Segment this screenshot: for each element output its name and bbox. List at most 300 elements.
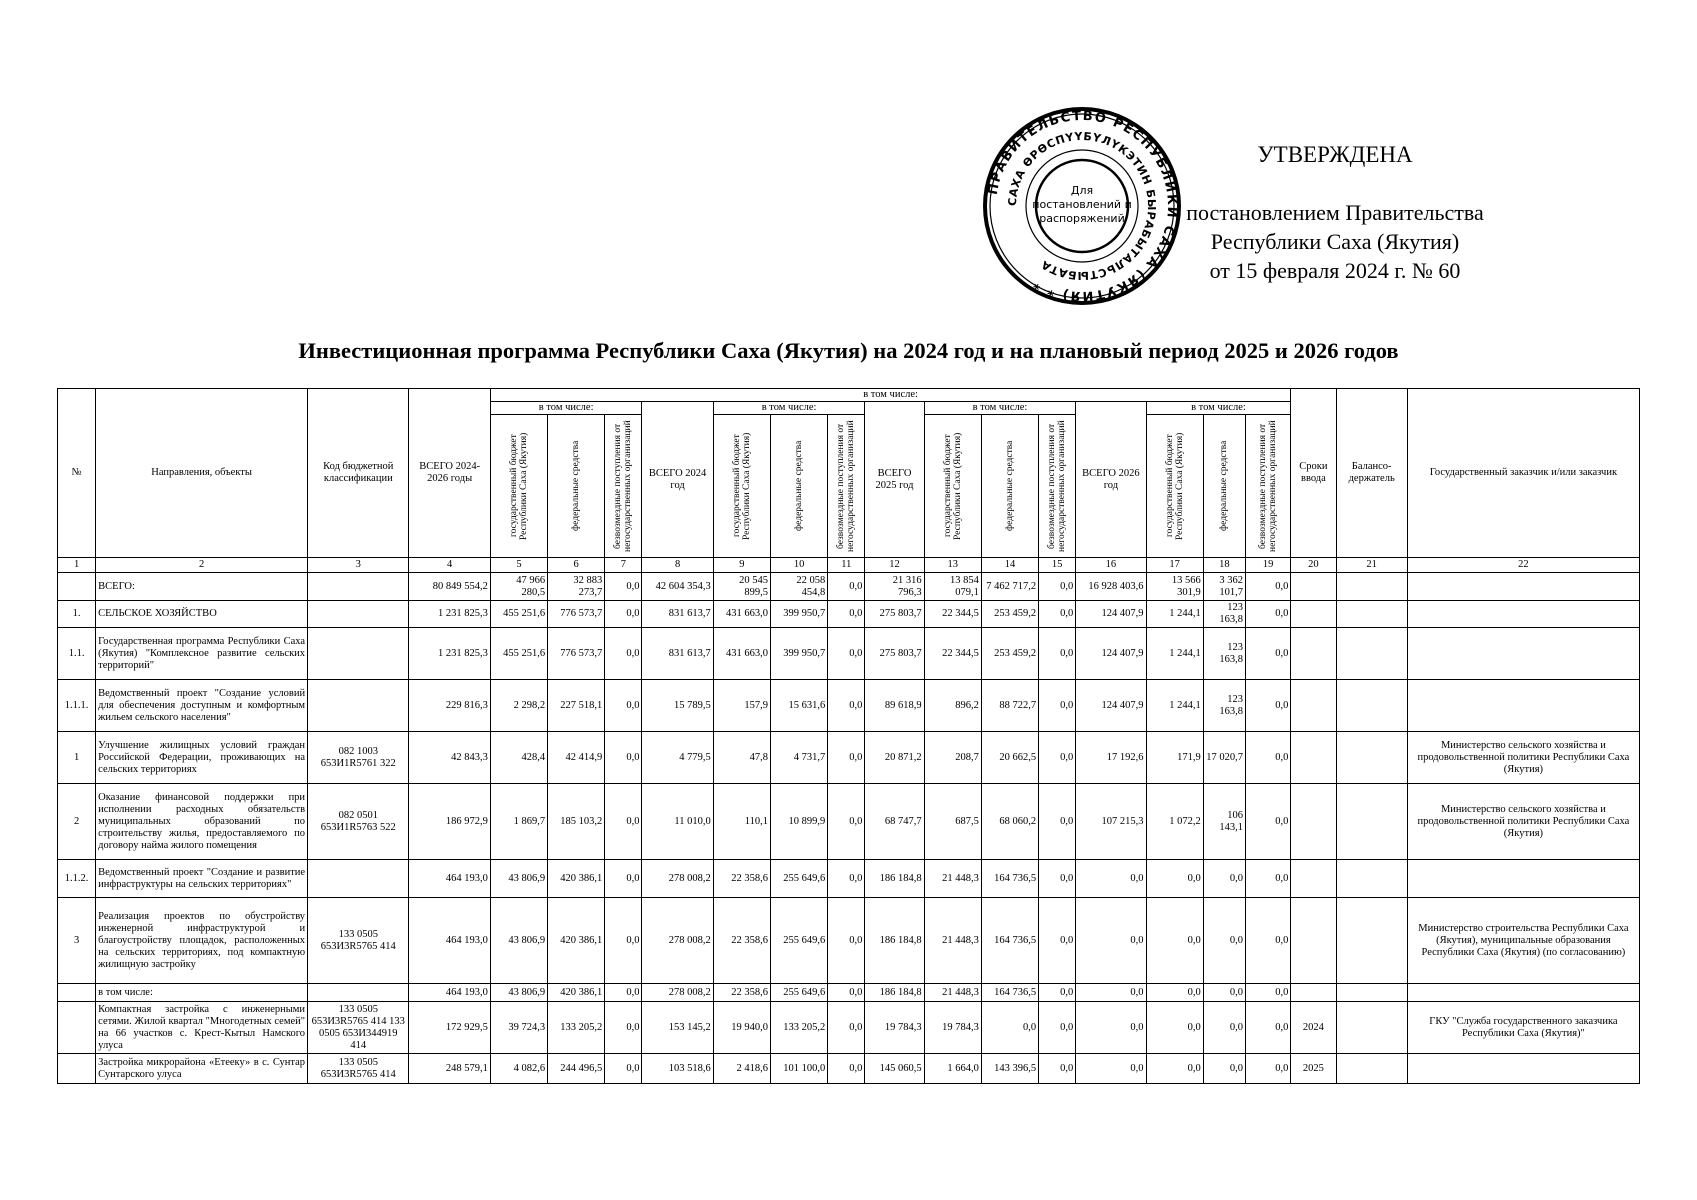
header-state-budget-2025: государственный бюджет Республики Саха (Якутия) xyxy=(924,415,981,558)
row-value-c18: 0,0 xyxy=(1203,1054,1245,1084)
header-total-2026: ВСЕГО 2026 год xyxy=(1076,402,1146,558)
row-term xyxy=(1291,573,1336,601)
row-value-c14: 164 736,5 xyxy=(981,898,1038,984)
row-value-c8: 42 604 354,3 xyxy=(642,573,713,601)
table-row xyxy=(58,732,1640,784)
row-value-c19: 0,0 xyxy=(1245,860,1290,898)
approval-line-3: от 15 февраля 2024 г. № 60 xyxy=(1209,258,1461,283)
header-federal-2026: федеральные средства xyxy=(1203,415,1245,558)
row-value-c5: 43 806,9 xyxy=(490,984,547,1002)
row-value-c16: 0,0 xyxy=(1076,1054,1146,1084)
row-value-c9: 22 358,6 xyxy=(713,860,770,898)
row-value-c5: 1 869,7 xyxy=(490,784,547,860)
row-value-c14: 68 060,2 xyxy=(981,784,1038,860)
table-row xyxy=(58,898,1640,984)
row-value-c14: 253 459,2 xyxy=(981,628,1038,680)
row-value-c5: 4 082,6 xyxy=(490,1054,547,1084)
row-value-c19: 0,0 xyxy=(1245,732,1290,784)
column-number: 6 xyxy=(548,558,605,573)
header-customer: Государственный заказчик и/или заказчик xyxy=(1407,389,1639,558)
column-number: 9 xyxy=(713,558,770,573)
row-value-c17: 0,0 xyxy=(1146,898,1203,984)
row-value-c13: 19 784,3 xyxy=(924,1002,981,1054)
row-value-c9: 2 418,6 xyxy=(713,1054,770,1084)
row-number: 3 xyxy=(58,898,96,984)
row-number xyxy=(58,1054,96,1084)
row-value-c10: 22 058 454,8 xyxy=(770,573,827,601)
row-value-c10: 255 649,6 xyxy=(770,984,827,1002)
row-value-c13: 13 854 079,1 xyxy=(924,573,981,601)
row-value-c15: 0,0 xyxy=(1039,784,1076,860)
row-value-c13: 22 344,5 xyxy=(924,628,981,680)
row-holder xyxy=(1336,984,1407,1002)
row-code xyxy=(308,601,409,628)
row-value-c12: 68 747,7 xyxy=(865,784,924,860)
row-value-c12: 186 184,8 xyxy=(865,860,924,898)
row-value-c9: 110,1 xyxy=(713,784,770,860)
row-value-c16: 124 407,9 xyxy=(1076,628,1146,680)
approval-title: УТВЕРЖДЕНА xyxy=(1257,142,1413,167)
column-number: 11 xyxy=(828,558,865,573)
row-value-c11: 0,0 xyxy=(828,784,865,860)
row-value-c16: 0,0 xyxy=(1076,984,1146,1002)
row-value-c5: 455 251,6 xyxy=(490,601,547,628)
row-value-c10: 255 649,6 xyxy=(770,860,827,898)
header-grants-2026: безвозмездные поступления от негосударственных организаций xyxy=(1245,415,1290,558)
row-value-c13: 687,5 xyxy=(924,784,981,860)
row-value-c8: 4 779,5 xyxy=(642,732,713,784)
row-value-c17: 1 072,2 xyxy=(1146,784,1203,860)
row-value-c6: 227 518,1 xyxy=(548,680,605,732)
row-name: СЕЛЬСКОЕ ХОЗЯЙСТВО xyxy=(96,601,308,628)
row-value-c7: 0,0 xyxy=(605,984,642,1002)
row-value-c11: 0,0 xyxy=(828,573,865,601)
column-number: 10 xyxy=(770,558,827,573)
row-value-c4: 229 816,3 xyxy=(409,680,490,732)
row-value-c4: 1 231 825,3 xyxy=(409,628,490,680)
row-name: Ведомственный проект "Создание и развитие инфраструктуры на сельских территориях" xyxy=(96,860,308,898)
row-value-c15: 0,0 xyxy=(1039,1054,1076,1084)
row-value-c7: 0,0 xyxy=(605,784,642,860)
row-value-c12: 21 316 796,3 xyxy=(865,573,924,601)
row-value-c17: 1 244,1 xyxy=(1146,601,1203,628)
row-term: 2025 xyxy=(1291,1054,1336,1084)
row-customer xyxy=(1407,984,1639,1002)
row-code xyxy=(308,860,409,898)
row-number: 1.1.2. xyxy=(58,860,96,898)
header-name: Направления, объекты xyxy=(96,389,308,558)
row-customer xyxy=(1407,1054,1639,1084)
row-value-c15: 0,0 xyxy=(1039,573,1076,601)
row-value-c10: 399 950,7 xyxy=(770,601,827,628)
row-number: 1.1. xyxy=(58,628,96,680)
row-value-c5: 43 806,9 xyxy=(490,898,547,984)
column-number: 18 xyxy=(1203,558,1245,573)
row-value-c8: 278 008,2 xyxy=(642,984,713,1002)
row-name: Государственная программа Республики Саха (Якутия) "Комплексное развитие сельских территорий" xyxy=(96,628,308,680)
row-value-c10: 399 950,7 xyxy=(770,628,827,680)
column-number: 7 xyxy=(605,558,642,573)
row-value-c7: 0,0 xyxy=(605,573,642,601)
row-value-c16: 17 192,6 xyxy=(1076,732,1146,784)
row-value-c11: 0,0 xyxy=(828,860,865,898)
row-value-c16: 16 928 403,6 xyxy=(1076,573,1146,601)
table-row xyxy=(58,1054,1640,1084)
row-value-c16: 107 215,3 xyxy=(1076,784,1146,860)
column-number: 21 xyxy=(1336,558,1407,573)
row-value-c11: 0,0 xyxy=(828,628,865,680)
svg-text:САХА ӨРӨСПҮҮБҮЛҮКЭТИН БЫРАБЫТА: САХА ӨРӨСПҮҮБҮЛҮКЭТИН БЫРАБЫТАЛЬСТЫБАТА xyxy=(1005,129,1159,283)
row-value-c6: 420 386,1 xyxy=(548,984,605,1002)
header-state-budget: государственный бюджет Республики Саха (Якутия) xyxy=(490,415,547,558)
row-code xyxy=(308,984,409,1002)
document-title: Инвестиционная программа Республики Саха (Якутия) на 2024 год и на плановый период 2025 и 2026 годов xyxy=(298,338,1399,363)
header-federal-2024: федеральные средства xyxy=(770,415,827,558)
row-value-c13: 896,2 xyxy=(924,680,981,732)
row-value-c18: 123 163,8 xyxy=(1203,601,1245,628)
row-value-c11: 0,0 xyxy=(828,680,865,732)
row-value-c17: 0,0 xyxy=(1146,984,1203,1002)
row-value-c8: 11 010,0 xyxy=(642,784,713,860)
table-row xyxy=(58,680,1640,732)
row-value-c6: 32 883 273,7 xyxy=(548,573,605,601)
row-value-c16: 0,0 xyxy=(1076,1002,1146,1054)
column-number: 8 xyxy=(642,558,713,573)
header-total-2024: ВСЕГО 2024 год xyxy=(642,402,713,558)
row-value-c10: 4 731,7 xyxy=(770,732,827,784)
row-value-c19: 0,0 xyxy=(1245,628,1290,680)
row-value-c7: 0,0 xyxy=(605,732,642,784)
svg-text:распоряжений: распоряжений xyxy=(1039,212,1125,225)
row-value-c13: 208,7 xyxy=(924,732,981,784)
column-number: 1 xyxy=(58,558,96,573)
row-value-c17: 0,0 xyxy=(1146,1054,1203,1084)
official-seal xyxy=(982,106,1182,306)
row-value-c7: 0,0 xyxy=(605,1002,642,1054)
row-value-c14: 164 736,5 xyxy=(981,860,1038,898)
header-federal: федеральные средства xyxy=(548,415,605,558)
row-customer xyxy=(1407,680,1639,732)
row-value-c5: 2 298,2 xyxy=(490,680,547,732)
row-value-c4: 1 231 825,3 xyxy=(409,601,490,628)
row-value-c19: 0,0 xyxy=(1245,1054,1290,1084)
row-value-c7: 0,0 xyxy=(605,601,642,628)
row-value-c10: 255 649,6 xyxy=(770,898,827,984)
row-value-c18: 123 163,8 xyxy=(1203,680,1245,732)
row-name: Оказание финансовой поддержки при исполнении расходных обязательств муниципальных образований по строительству жилья, предоставляемого по договору найма жилого помещения xyxy=(96,784,308,860)
row-customer xyxy=(1407,860,1639,898)
column-number: 2 xyxy=(96,558,308,573)
row-value-c18: 0,0 xyxy=(1203,984,1245,1002)
row-holder xyxy=(1336,860,1407,898)
header-grants: безвозмездные поступления от негосударственных организаций xyxy=(605,415,642,558)
row-value-c17: 1 244,1 xyxy=(1146,680,1203,732)
row-term xyxy=(1291,628,1336,680)
row-value-c6: 244 496,5 xyxy=(548,1054,605,1084)
svg-text:Для: Для xyxy=(1070,184,1094,197)
row-value-c16: 124 407,9 xyxy=(1076,601,1146,628)
table-row xyxy=(58,984,1640,1002)
row-value-c19: 0,0 xyxy=(1245,1002,1290,1054)
row-value-c4: 464 193,0 xyxy=(409,898,490,984)
header-state-budget-2026: государственный бюджет Республики Саха (Якутия) xyxy=(1146,415,1203,558)
row-term xyxy=(1291,784,1336,860)
table-body xyxy=(58,573,1640,1084)
row-value-c4: 42 843,3 xyxy=(409,732,490,784)
table-row xyxy=(58,601,1640,628)
row-number xyxy=(58,573,96,601)
row-value-c9: 431 663,0 xyxy=(713,628,770,680)
row-code: 082 1003 653И1R5761 322 xyxy=(308,732,409,784)
row-name: ВСЕГО: xyxy=(96,573,308,601)
table-row xyxy=(58,784,1640,860)
row-value-c11: 0,0 xyxy=(828,898,865,984)
row-value-c5: 455 251,6 xyxy=(490,628,547,680)
row-value-c14: 88 722,7 xyxy=(981,680,1038,732)
row-value-c18: 106 143,1 xyxy=(1203,784,1245,860)
row-value-c13: 21 448,3 xyxy=(924,898,981,984)
row-number: 1. xyxy=(58,601,96,628)
row-value-c17: 171,9 xyxy=(1146,732,1203,784)
header-grants-2025: безвозмездные поступления от негосударственных организаций xyxy=(1039,415,1076,558)
row-holder xyxy=(1336,628,1407,680)
row-value-c18: 0,0 xyxy=(1203,1002,1245,1054)
row-customer: Министерство сельского хозяйства и продовольственной политики Республики Саха (Якутия) xyxy=(1407,732,1639,784)
row-value-c15: 0,0 xyxy=(1039,680,1076,732)
row-value-c8: 278 008,2 xyxy=(642,898,713,984)
row-value-c15: 0,0 xyxy=(1039,898,1076,984)
row-value-c6: 776 573,7 xyxy=(548,601,605,628)
header-term: Сроки ввода xyxy=(1291,389,1336,558)
row-value-c9: 47,8 xyxy=(713,732,770,784)
row-value-c9: 22 358,6 xyxy=(713,898,770,984)
column-number: 14 xyxy=(981,558,1038,573)
row-value-c7: 0,0 xyxy=(605,898,642,984)
row-holder xyxy=(1336,680,1407,732)
row-value-c4: 80 849 554,2 xyxy=(409,573,490,601)
row-value-c17: 13 566 301,9 xyxy=(1146,573,1203,601)
row-value-c12: 275 803,7 xyxy=(865,628,924,680)
row-value-c15: 0,0 xyxy=(1039,1002,1076,1054)
row-holder xyxy=(1336,1002,1407,1054)
row-value-c15: 0,0 xyxy=(1039,732,1076,784)
row-value-c8: 103 518,6 xyxy=(642,1054,713,1084)
column-number: 5 xyxy=(490,558,547,573)
column-number: 17 xyxy=(1146,558,1203,573)
row-value-c10: 133 205,2 xyxy=(770,1002,827,1054)
row-value-c19: 0,0 xyxy=(1245,601,1290,628)
row-number: 1 xyxy=(58,732,96,784)
row-value-c9: 431 663,0 xyxy=(713,601,770,628)
row-customer xyxy=(1407,601,1639,628)
row-value-c17: 1 244,1 xyxy=(1146,628,1203,680)
row-code: 133 0505 653И3R5765 414 xyxy=(308,1054,409,1084)
row-value-c4: 186 972,9 xyxy=(409,784,490,860)
row-value-c6: 42 414,9 xyxy=(548,732,605,784)
row-value-c19: 0,0 xyxy=(1245,784,1290,860)
investment-program-table xyxy=(57,388,1640,1084)
row-value-c18: 0,0 xyxy=(1203,898,1245,984)
row-value-c12: 186 184,8 xyxy=(865,898,924,984)
row-value-c8: 153 145,2 xyxy=(642,1002,713,1054)
row-value-c11: 0,0 xyxy=(828,984,865,1002)
row-value-c7: 0,0 xyxy=(605,680,642,732)
row-value-c8: 831 613,7 xyxy=(642,628,713,680)
table-row xyxy=(58,1002,1640,1054)
header-in-that-number: в том числе: xyxy=(490,389,1291,402)
row-customer: Министерство сельского хозяйства и продовольственной политики Республики Саха (Якутия) xyxy=(1407,784,1639,860)
table-row xyxy=(58,573,1640,601)
column-number: 19 xyxy=(1245,558,1290,573)
row-value-c4: 464 193,0 xyxy=(409,984,490,1002)
row-value-c13: 1 664,0 xyxy=(924,1054,981,1084)
row-value-c12: 89 618,9 xyxy=(865,680,924,732)
row-code: 133 0505 653И3R5765 414 133 0505 653И344919 414 xyxy=(308,1002,409,1054)
column-number: 22 xyxy=(1407,558,1639,573)
row-name: Реализация проектов по обустройству инженерной инфраструктурой и благоустройству площадок, расположенных на сельских территориях, под компактную жилищную застройку xyxy=(96,898,308,984)
row-value-c13: 21 448,3 xyxy=(924,860,981,898)
row-number: 2 xyxy=(58,784,96,860)
row-value-c14: 253 459,2 xyxy=(981,601,1038,628)
row-code: 133 0505 653И3R5765 414 xyxy=(308,898,409,984)
header-sub-2026: в том числе: xyxy=(1146,402,1291,415)
row-value-c6: 185 103,2 xyxy=(548,784,605,860)
row-code: 082 0501 653И1R5763 522 xyxy=(308,784,409,860)
approval-line-1: постановлением Правительства xyxy=(1186,200,1484,225)
row-holder xyxy=(1336,732,1407,784)
row-value-c19: 0,0 xyxy=(1245,573,1290,601)
row-term xyxy=(1291,732,1336,784)
row-value-c10: 15 631,6 xyxy=(770,680,827,732)
row-value-c8: 15 789,5 xyxy=(642,680,713,732)
row-holder xyxy=(1336,898,1407,984)
row-holder xyxy=(1336,784,1407,860)
row-term xyxy=(1291,680,1336,732)
row-name: Улучшение жилищных условий граждан Российской Федерации, проживающих на сельских территориях xyxy=(96,732,308,784)
row-value-c18: 123 163,8 xyxy=(1203,628,1245,680)
row-number xyxy=(58,984,96,1002)
row-name: Ведомственный проект "Создание условий для обеспечения доступным и комфортным жильем сельского населения" xyxy=(96,680,308,732)
row-value-c13: 21 448,3 xyxy=(924,984,981,1002)
column-number: 12 xyxy=(865,558,924,573)
row-value-c16: 124 407,9 xyxy=(1076,680,1146,732)
row-value-c12: 275 803,7 xyxy=(865,601,924,628)
row-number xyxy=(58,1002,96,1054)
row-value-c12: 20 871,2 xyxy=(865,732,924,784)
header-sub-2024: в том числе: xyxy=(713,402,865,415)
row-value-c6: 776 573,7 xyxy=(548,628,605,680)
row-name: в том числе: xyxy=(96,984,308,1002)
row-holder xyxy=(1336,1054,1407,1084)
row-term xyxy=(1291,898,1336,984)
row-holder xyxy=(1336,601,1407,628)
row-value-c4: 248 579,1 xyxy=(409,1054,490,1084)
row-name: Компактная застройка с инженерными сетями. Жилой квартал "Многодетных семей" на 66 участков с. Крест-Кытыл Намского улуса xyxy=(96,1002,308,1054)
column-numbers-row xyxy=(58,558,1640,573)
row-value-c5: 43 806,9 xyxy=(490,860,547,898)
row-value-c8: 831 613,7 xyxy=(642,601,713,628)
row-holder xyxy=(1336,573,1407,601)
row-value-c5: 428,4 xyxy=(490,732,547,784)
row-value-c9: 22 358,6 xyxy=(713,984,770,1002)
row-value-c17: 0,0 xyxy=(1146,1002,1203,1054)
table-row xyxy=(58,860,1640,898)
column-number: 3 xyxy=(308,558,409,573)
row-value-c12: 145 060,5 xyxy=(865,1054,924,1084)
row-value-c6: 420 386,1 xyxy=(548,898,605,984)
column-number: 15 xyxy=(1039,558,1076,573)
column-number: 13 xyxy=(924,558,981,573)
row-value-c15: 0,0 xyxy=(1039,984,1076,1002)
row-value-c18: 0,0 xyxy=(1203,860,1245,898)
row-value-c14: 20 662,5 xyxy=(981,732,1038,784)
row-value-c9: 19 940,0 xyxy=(713,1002,770,1054)
header-federal-2025: федеральные средства xyxy=(981,415,1038,558)
row-value-c11: 0,0 xyxy=(828,732,865,784)
row-value-c18: 3 362 101,7 xyxy=(1203,573,1245,601)
row-value-c16: 0,0 xyxy=(1076,898,1146,984)
column-number: 16 xyxy=(1076,558,1146,573)
row-value-c5: 39 724,3 xyxy=(490,1002,547,1054)
row-customer: ГКУ "Служба государственного заказчика Республики Саха (Якутия)" xyxy=(1407,1002,1639,1054)
row-customer xyxy=(1407,628,1639,680)
row-value-c19: 0,0 xyxy=(1245,898,1290,984)
row-value-c10: 101 100,0 xyxy=(770,1054,827,1084)
row-value-c7: 0,0 xyxy=(605,1054,642,1084)
row-value-c12: 186 184,8 xyxy=(865,984,924,1002)
row-value-c5: 47 966 280,5 xyxy=(490,573,547,601)
row-name: Застройка микрорайона «Етееку» в с. Сунтар Сунтарского улуса xyxy=(96,1054,308,1084)
row-value-c14: 0,0 xyxy=(981,1002,1038,1054)
row-code xyxy=(308,573,409,601)
row-value-c9: 20 545 899,5 xyxy=(713,573,770,601)
row-value-c7: 0,0 xyxy=(605,628,642,680)
row-value-c11: 0,0 xyxy=(828,601,865,628)
row-value-c11: 0,0 xyxy=(828,1054,865,1084)
svg-text:ПРАВИТЕЛЬСТВО РЕСПУБЛИКИ САХА: ПРАВИТЕЛЬСТВО РЕСПУБЛИКИ САХА (ЯКУТИЯ) * * xyxy=(985,108,1180,304)
row-value-c11: 0,0 xyxy=(828,1002,865,1054)
row-value-c16: 0,0 xyxy=(1076,860,1146,898)
row-term xyxy=(1291,984,1336,1002)
row-value-c6: 420 386,1 xyxy=(548,860,605,898)
header-no: № xyxy=(58,389,96,558)
row-value-c15: 0,0 xyxy=(1039,860,1076,898)
row-value-c19: 0,0 xyxy=(1245,680,1290,732)
header-code: Код бюджетной классификации xyxy=(308,389,409,558)
row-value-c17: 0,0 xyxy=(1146,860,1203,898)
column-number: 4 xyxy=(409,558,490,573)
row-value-c13: 22 344,5 xyxy=(924,601,981,628)
row-term: 2024 xyxy=(1291,1002,1336,1054)
header-total: ВСЕГО 2024-2026 годы xyxy=(409,389,490,558)
row-value-c15: 0,0 xyxy=(1039,601,1076,628)
row-code xyxy=(308,680,409,732)
header-row-1 xyxy=(58,389,1640,402)
row-value-c14: 143 396,5 xyxy=(981,1054,1038,1084)
svg-text:постановлений и: постановлений и xyxy=(1032,198,1132,211)
row-value-c18: 17 020,7 xyxy=(1203,732,1245,784)
header-holder: Балансо-держатель xyxy=(1336,389,1407,558)
header-state-budget-2024: государственный бюджет Республики Саха (Якутия) xyxy=(713,415,770,558)
row-value-c14: 7 462 717,2 xyxy=(981,573,1038,601)
row-value-c14: 164 736,5 xyxy=(981,984,1038,1002)
row-term xyxy=(1291,860,1336,898)
row-value-c8: 278 008,2 xyxy=(642,860,713,898)
table-row xyxy=(58,628,1640,680)
row-customer xyxy=(1407,573,1639,601)
row-value-c10: 10 899,9 xyxy=(770,784,827,860)
header-total-2025: ВСЕГО 2025 год xyxy=(865,402,924,558)
